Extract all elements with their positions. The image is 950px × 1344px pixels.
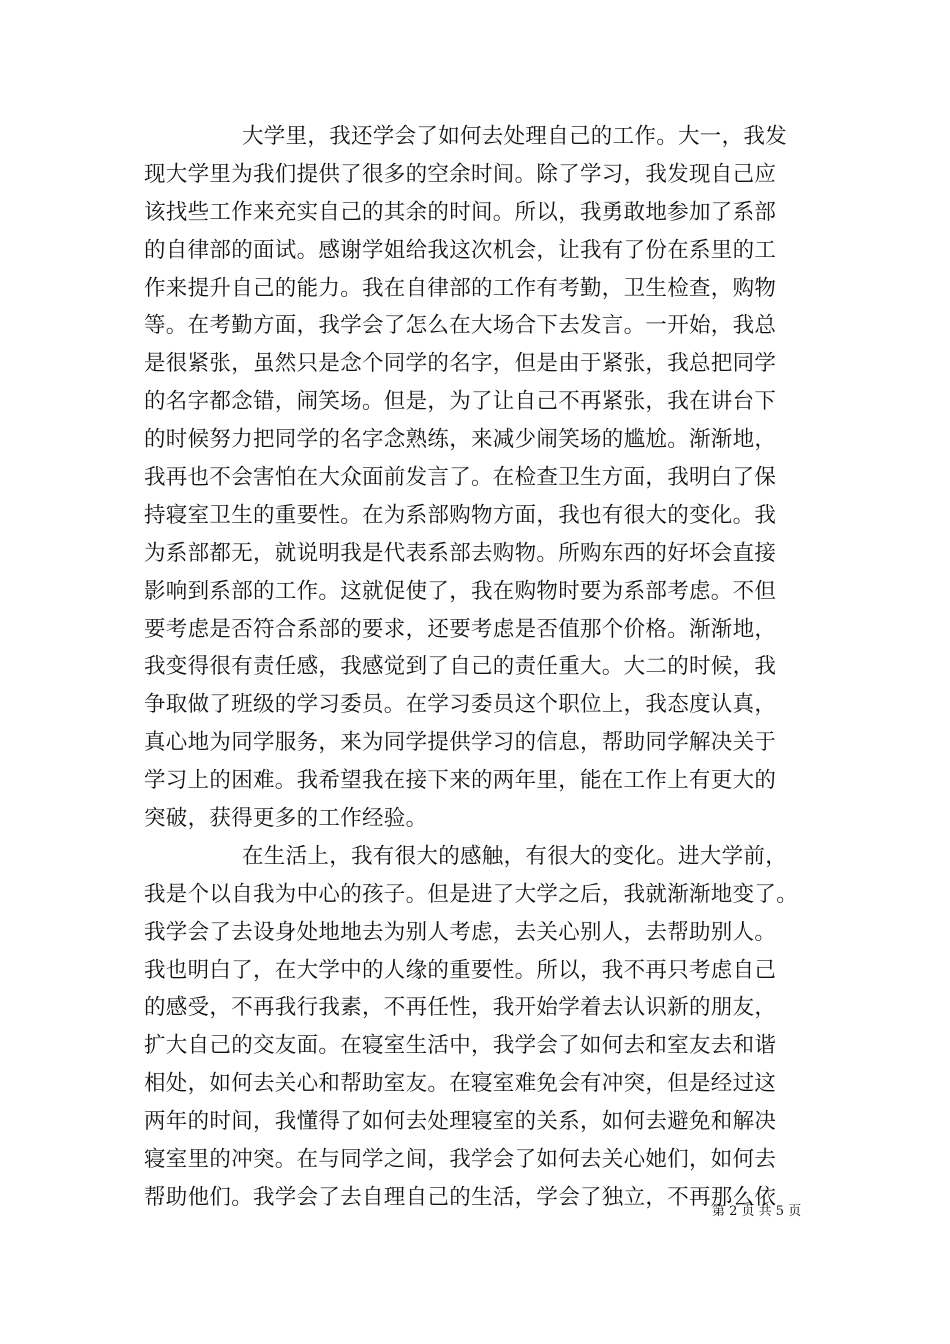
paragraph-line: 我也明白了，在大学中的人缘的重要性。所以，我不再只考虑自己	[144, 957, 777, 983]
page-footer: 第 2 页 共 5 页	[712, 1204, 802, 1219]
paragraph-line: 作来提升自己的能力。我在自律部的工作有考勤，卫生检查，购物	[144, 275, 777, 301]
paragraph-line: 现大学里为我们提供了很多的空余时间。除了学习，我发现自己应	[144, 161, 777, 187]
paragraph-line: 在生活上，我有很大的感触，有很大的变化。进大学前，	[242, 843, 788, 869]
paragraph-line: 的名字都念错，闹笑场。但是，为了让自己不再紧张，我在讲台下	[144, 389, 777, 415]
paragraph-line: 我学会了去设身处地地去为别人考虑，去关心别人，去帮助别人。	[144, 919, 777, 945]
paragraph-line: 相处，如何去关心和帮助室友。在寝室难免会有冲突，但是经过这	[144, 1071, 777, 1097]
paragraph-line: 的时候努力把同学的名字念熟练，来减少闹笑场的尴尬。渐渐地，	[144, 427, 777, 453]
paragraph-line: 争取做了班级的学习委员。在学习委员这个职位上，我态度认真，	[144, 692, 777, 718]
paragraph-line: 该找些工作来充实自己的其余的时间。所以，我勇敢地参加了系部	[144, 199, 777, 225]
paragraph-line: 的感受，不再我行我素，不再任性，我开始学着去认识新的朋友，	[144, 995, 777, 1021]
paragraph-line: 持寝室卫生的重要性。在为系部购物方面，我也有很大的变化。我	[144, 502, 777, 528]
paragraph-line: 扩大自己的交友面。在寝室生活中，我学会了如何去和室友去和谐	[144, 1033, 777, 1059]
paragraph-line: 为系部都无，就说明我是代表系部去购物。所购东西的好坏会直接	[144, 540, 777, 566]
paragraph-line: 影响到系部的工作。这就促使了，我在购物时要为系部考虑。不但	[144, 578, 777, 604]
paragraph-line: 等。在考勤方面，我学会了怎么在大场合下去发言。一开始，我总	[144, 313, 777, 339]
paragraph-line: 是很紧张，虽然只是念个同学的名字，但是由于紧张，我总把同学	[144, 351, 777, 377]
body-text	[144, 118, 814, 1217]
paragraph-line: 两年的时间，我懂得了如何去处理寝室的关系，如何去避免和解决	[144, 1109, 777, 1135]
paragraph-line: 我是个以自我为中心的孩子。但是进了大学之后，我就渐渐地变了。	[144, 881, 799, 907]
paragraph-line: 我再也不会害怕在大众面前发言了。在检查卫生方面，我明白了保	[144, 465, 777, 491]
paragraph-line: 的自律部的面试。感谢学姐给我这次机会，让我有了份在系里的工	[144, 237, 777, 263]
paragraph-line: 我变得很有责任感，我感觉到了自己的责任重大。大二的时候，我	[144, 654, 777, 680]
paragraph-line: 寝室里的冲突。在与同学之间，我学会了如何去关心她们，如何去	[144, 1147, 777, 1173]
paragraph-line: 要考虑是否符合系部的要求，还要考虑是否值那个价格。渐渐地，	[144, 616, 777, 642]
paragraph-line: 学习上的困难。我希望我在接下来的两年里，能在工作上有更大的	[144, 768, 777, 794]
paragraph-line: 突破，获得更多的工作经验。	[144, 806, 428, 832]
paragraph-line: 真心地为同学服务，来为同学提供学习的信息，帮助同学解决关于	[144, 730, 777, 756]
paragraph-line: 大学里，我还学会了如何去处理自己的工作。大一，我发	[242, 124, 788, 149]
paragraph-line: 帮助他们。我学会了去自理自己的生活，学会了独立，不再那么依	[144, 1184, 777, 1210]
